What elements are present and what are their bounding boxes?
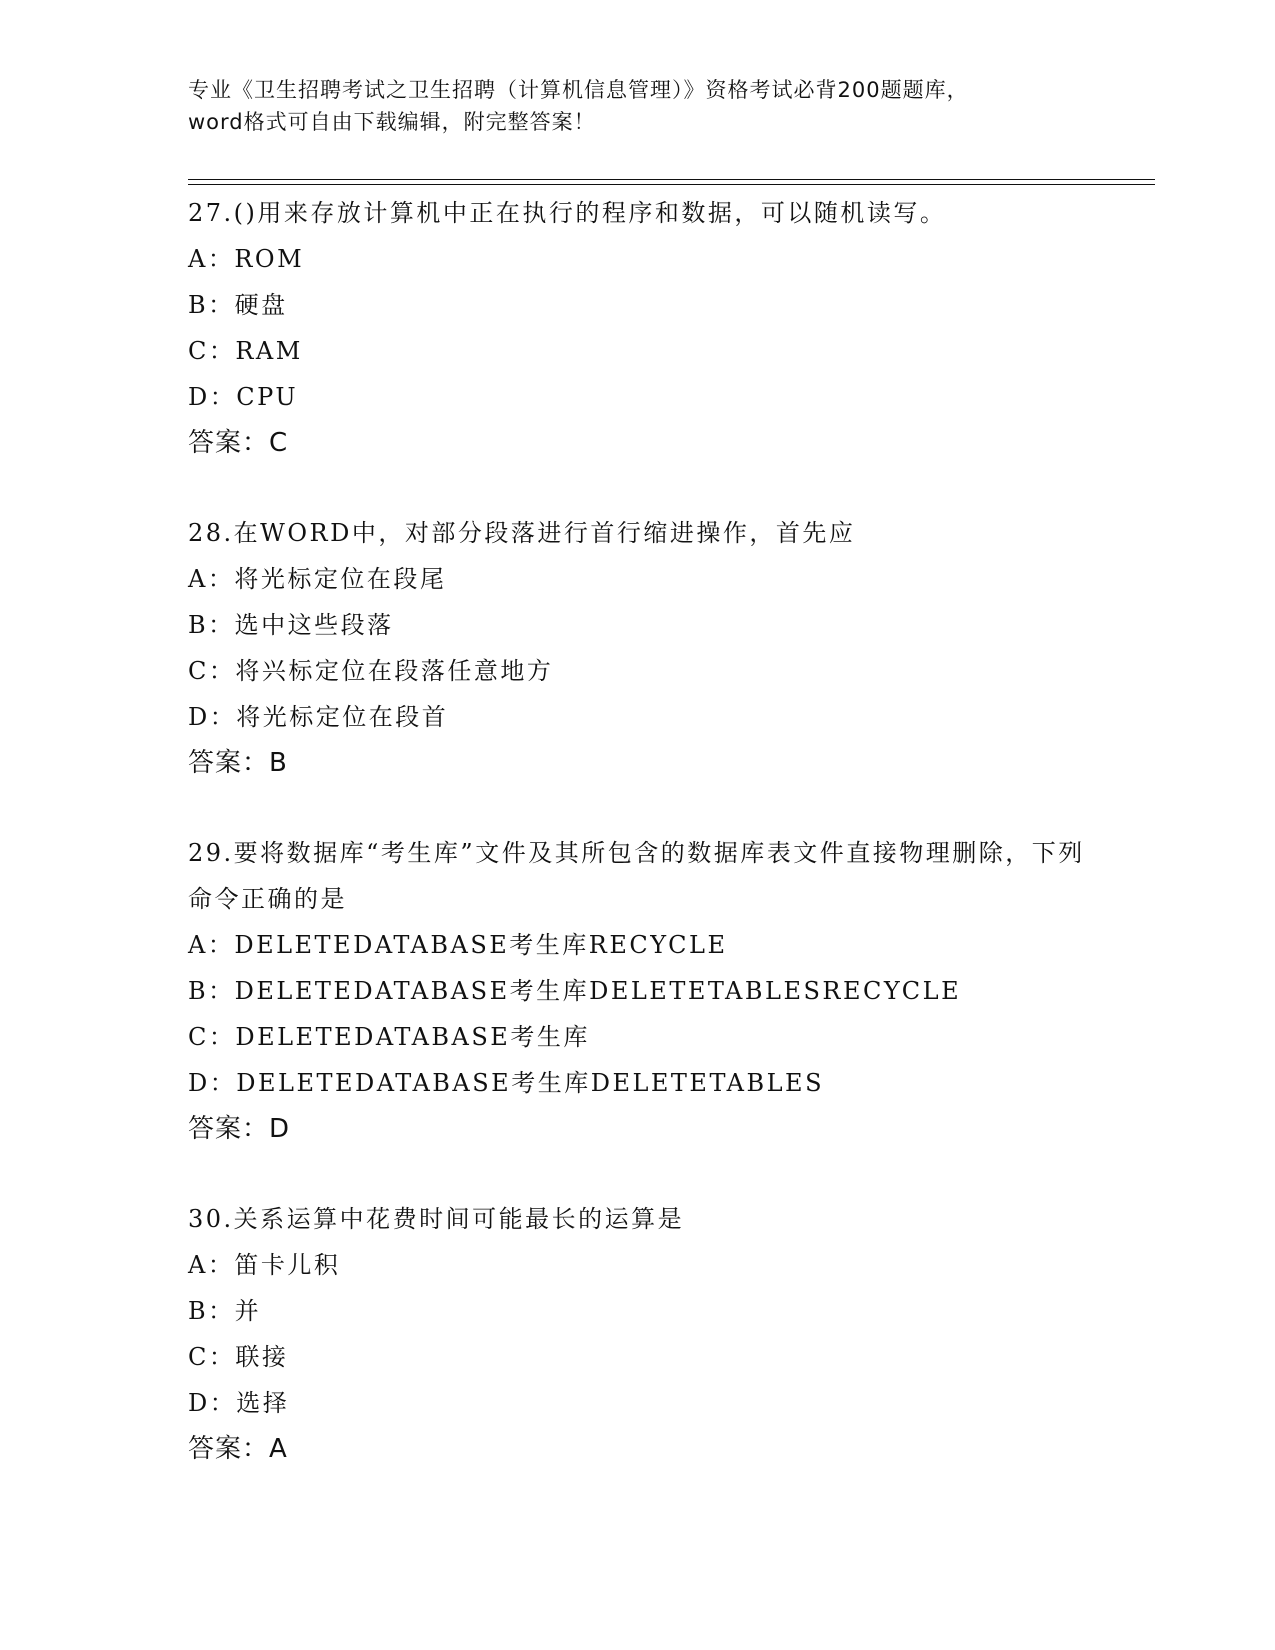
question-28	[188, 510, 1088, 786]
option-d: D：CPU	[188, 383, 299, 411]
option-b: B：硬盘	[188, 291, 288, 319]
question-stem: 28.在WORD中，对部分段落进行首行缩进操作，首先应	[188, 519, 856, 547]
document-header	[188, 74, 1088, 138]
option-c: C：DELETEDATABASE考生库	[188, 1023, 590, 1051]
question-stem: 27.()用来存放计算机中正在执行的程序和数据，可以随机读写。	[188, 199, 947, 227]
answer-line: 答案：D	[188, 1114, 291, 1144]
question-29	[188, 830, 1088, 1152]
header-divider-top	[188, 179, 1155, 180]
option-c: C：联接	[188, 1343, 289, 1371]
option-a: A：笛卡儿积	[188, 1251, 341, 1279]
option-b: B：DELETEDATABASE考生库DELETETABLESRECYCLE	[188, 977, 962, 1005]
header-line-2: word格式可自由下载编辑，附完整答案！	[188, 110, 596, 134]
option-d: D：DELETEDATABASE考生库DELETETABLES	[188, 1069, 825, 1097]
answer-line: 答案：B	[188, 748, 288, 778]
option-c: C：将兴标定位在段落任意地方	[188, 657, 554, 685]
header-divider-bottom	[188, 184, 1155, 185]
question-stem: 29.要将数据库“考生库”文件及其所包含的数据库表文件直接物理删除，下列命令正确的是	[188, 839, 1085, 913]
option-b: B：选中这些段落	[188, 611, 394, 639]
option-b: B：并	[188, 1297, 262, 1325]
header-line-1: 专业《卫生招聘考试之卫生招聘（计算机信息管理）》资格考试必背200题题库，	[188, 78, 969, 102]
question-stem: 30.关系运算中花费时间可能最长的运算是	[188, 1205, 685, 1233]
option-a: A：ROM	[188, 245, 305, 273]
option-d: D：将光标定位在段首	[188, 703, 449, 731]
option-c: C：RAM	[188, 337, 303, 365]
answer-line: 答案：A	[188, 1434, 288, 1464]
answer-line: 答案：C	[188, 428, 289, 458]
option-d: D：选择	[188, 1389, 290, 1417]
option-a: A：DELETEDATABASE考生库RECYCLE	[188, 931, 728, 959]
question-list	[188, 190, 1088, 1516]
option-a: A：将光标定位在段尾	[188, 565, 447, 593]
question-27	[188, 190, 1088, 466]
question-30	[188, 1196, 1088, 1472]
